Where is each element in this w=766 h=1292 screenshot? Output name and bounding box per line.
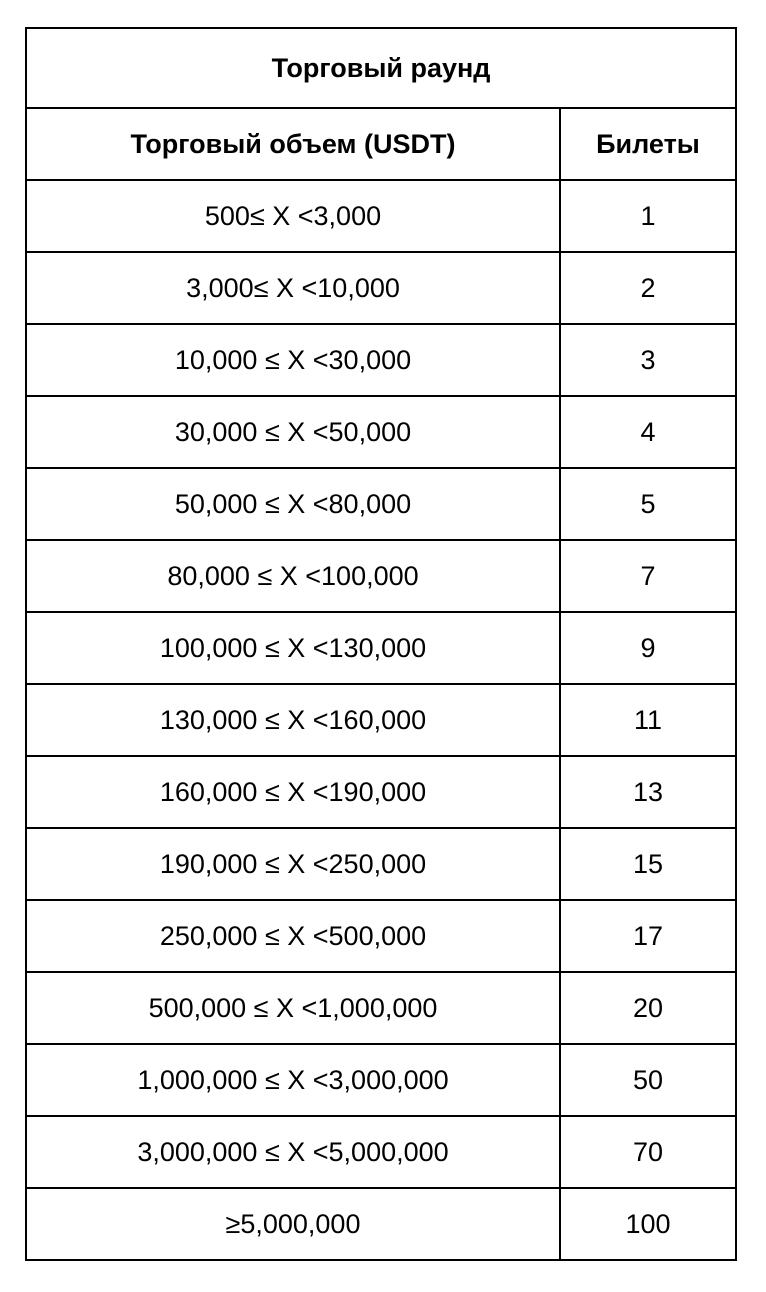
- table-row: [26, 324, 736, 396]
- table-row: [26, 612, 736, 684]
- tickets-cell: 70: [560, 1116, 736, 1188]
- table-row: [26, 468, 736, 540]
- volume-cell: 80,000 ≤ X <100,000: [26, 540, 560, 612]
- table-row: [26, 684, 736, 756]
- volume-cell: 190,000 ≤ X <250,000: [26, 828, 560, 900]
- volume-cell: 1,000,000 ≤ X <3,000,000: [26, 1044, 560, 1116]
- volume-cell: 10,000 ≤ X <30,000: [26, 324, 560, 396]
- tickets-cell: 100: [560, 1188, 736, 1260]
- tickets-cell: 13: [560, 756, 736, 828]
- tickets-cell: 17: [560, 900, 736, 972]
- volume-cell: 160,000 ≤ X <190,000: [26, 756, 560, 828]
- tickets-cell: 5: [560, 468, 736, 540]
- tickets-cell: 9: [560, 612, 736, 684]
- table-row: [26, 396, 736, 468]
- header-row: [26, 108, 736, 180]
- tickets-cell: 3: [560, 324, 736, 396]
- volume-cell: 3,000≤ X <10,000: [26, 252, 560, 324]
- table-row: [26, 972, 736, 1044]
- volume-cell: 250,000 ≤ X <500,000: [26, 900, 560, 972]
- header-volume: Торговый объем (USDT): [26, 108, 560, 180]
- table-title: Торговый раунд: [26, 28, 736, 108]
- table-row: [26, 540, 736, 612]
- volume-cell: 100,000 ≤ X <130,000: [26, 612, 560, 684]
- tickets-cell: 50: [560, 1044, 736, 1116]
- ticket-table: [25, 27, 737, 1261]
- tickets-cell: 11: [560, 684, 736, 756]
- table-row: [26, 1044, 736, 1116]
- volume-cell: ≥5,000,000: [26, 1188, 560, 1260]
- tickets-cell: 7: [560, 540, 736, 612]
- volume-cell: 500≤ X <3,000: [26, 180, 560, 252]
- table-row: [26, 252, 736, 324]
- volume-cell: 30,000 ≤ X <50,000: [26, 396, 560, 468]
- tickets-cell: 20: [560, 972, 736, 1044]
- tickets-cell: 2: [560, 252, 736, 324]
- tickets-cell: 1: [560, 180, 736, 252]
- volume-cell: 130,000 ≤ X <160,000: [26, 684, 560, 756]
- table-row: [26, 900, 736, 972]
- table-row: [26, 180, 736, 252]
- volume-cell: 500,000 ≤ X <1,000,000: [26, 972, 560, 1044]
- tickets-cell: 4: [560, 396, 736, 468]
- volume-cell: 3,000,000 ≤ X <5,000,000: [26, 1116, 560, 1188]
- table-row: [26, 1116, 736, 1188]
- table-body: [26, 180, 736, 1260]
- tickets-cell: 15: [560, 828, 736, 900]
- table-row: [26, 756, 736, 828]
- header-tickets: Билеты: [560, 108, 736, 180]
- table-row: [26, 828, 736, 900]
- table-row: [26, 1188, 736, 1260]
- title-row: [26, 28, 736, 108]
- volume-cell: 50,000 ≤ X <80,000: [26, 468, 560, 540]
